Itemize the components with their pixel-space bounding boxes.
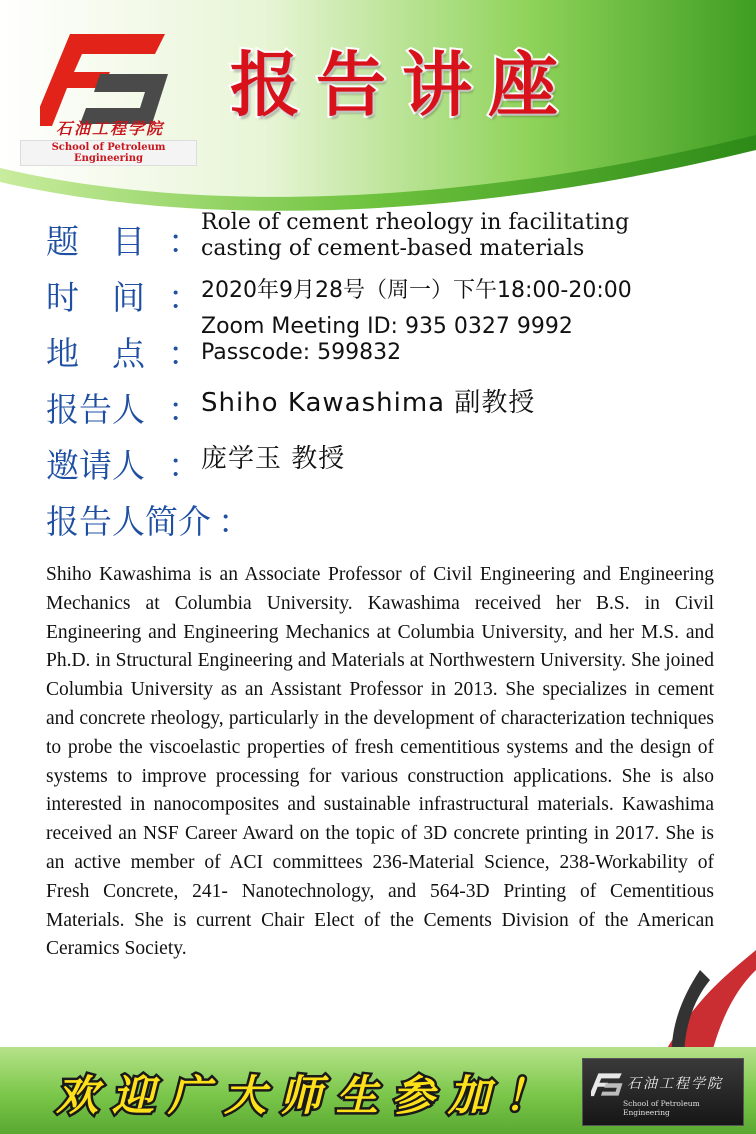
logo-chinese-name: 石油工程学院 [55, 119, 164, 138]
plaque-chinese-name: 石油工程学院 [627, 1076, 723, 1092]
time-label: 时 间 [46, 278, 145, 317]
topic-line-2: casting of cement-based materials [201, 236, 585, 261]
place-line-2: Passcode: 599832 [201, 340, 402, 365]
topic-colon: ： [168, 222, 201, 261]
bio-colon: ： [218, 502, 251, 541]
speaker-label: 报告人 [46, 390, 145, 429]
inviter-label: 邀请人 [46, 446, 145, 485]
logo-english-name: School of Petroleum Engineering [20, 140, 197, 166]
time-value: 2020年9月28号（周一）下午18:00-20:00 [201, 278, 632, 303]
plaque-english-name: School of Petroleum Engineering [623, 1099, 700, 1117]
inviter-colon: ： [168, 446, 201, 485]
plaque-logo-icon [591, 1071, 623, 1099]
place-line-1: Zoom Meeting ID: 935 0327 9992 [201, 314, 573, 339]
speaker-biography: Shiho Kawashima is an Associate Professor of Civil Engineering and Engineering Mechanics at Columbia University. Kawashima received her B.S. in Civil Engineering and Engineering Mechanics at Columbia University, and her M.S. and Ph.D. in Structural Engineering and Materials at Northwestern University. She joined Columbia University as an Assistant Professor in 2013. She specializes in cement and concrete rheology, particularly in the development of characterization techniques to probe the viscoelastic properties of fresh cementitious systems and the design of systems to improve processing for various construction applications. She is also interested in nanocomposites and sustainable infrastructural materials. Kawashima received an NSF Career Award on the topic of 3D concrete printing in 2017. She is an active member of ACI committees 236-Material Science, 238-Workability of Fresh Concrete, 241- Nanotechnology, and 564-3D Printing of Cementitious Materials. She is current Chair Elect of the Cements Division of the American Ceramics Society. [46, 564, 714, 960]
speaker-colon: ： [168, 390, 201, 429]
footer-plaque [582, 1058, 744, 1126]
place-value [201, 314, 573, 366]
speaker-value: Shiho Kawashima 副教授 [201, 388, 536, 418]
footer-slogan: 欢迎广大师生参加！ [56, 1071, 561, 1120]
inviter-value: 庞学玉 教授 [201, 444, 346, 474]
bio-label: 报告人简介 [46, 502, 211, 541]
topic-label: 题 目 [46, 222, 145, 261]
place-colon: ： [168, 334, 201, 373]
time-colon: ： [168, 278, 201, 317]
banner-title: 报告讲座 [230, 43, 574, 126]
sculpture-decoration [600, 940, 756, 1060]
topic-line-1: Role of cement rheology in facilitating [201, 210, 630, 235]
topic-value [201, 210, 629, 262]
place-label: 地 点 [46, 334, 145, 373]
